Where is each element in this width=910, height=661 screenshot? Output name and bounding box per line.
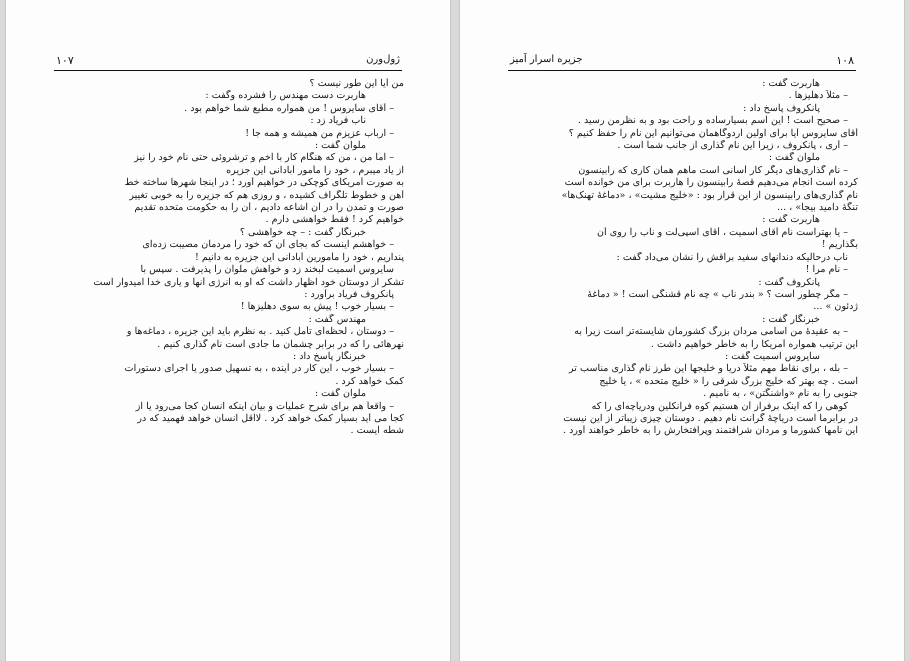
text-line: – بله ، برای نقاط مهم مثلاً دریا و خلیجها این طرز نام گذاری مناسب تر	[569, 363, 848, 375]
text-line: از یاد میبرم ، خود را مأمور آبادانی این جزیره	[226, 164, 404, 176]
text-line: بگذاریم !	[821, 239, 858, 251]
text-line: – صحیح است ! این اسم بسیارساده و راحت بود و به نظرمن رسید .	[577, 115, 848, 127]
text-line: نهرهائی را که در برابر چشمان ما جادی است نام گذاری کنیم .	[157, 338, 404, 350]
text-line: – واقعاً هم برای شرح عملیات و بیان اینکه انسان کجا می‌رود یا از	[135, 400, 394, 412]
text-line: – نام مرا !	[805, 264, 848, 276]
text-line: سایروس اسمیت لبخند زد و خواهش ملوان را پذیرفت . سپس با	[140, 264, 394, 276]
page-number: ۱۰۸	[836, 54, 854, 67]
text-line: – خواهشم اینست که بجای آن که خود را مردمان مصیبت زده‌ای	[142, 239, 394, 251]
text-line: ناب درحالیکه دندانهای سفید براقش را نشان می‌داد گفت :	[616, 251, 848, 263]
text-line: خواهیم کرد ! فقط خواهشی دارم .	[265, 214, 404, 226]
text-line: آهن و خطوط تلگراف کشیده ، و روزی هم که جزیره را به خوبی تغییر	[129, 189, 404, 201]
text-line: خبرنگار گفت :	[762, 313, 820, 325]
left-page-body	[50, 78, 404, 651]
text-line: پانکروف فریاد برآورد :	[304, 288, 394, 300]
text-line: تشکر از دوستان خود اظهار داشت که او به انرژی آنها و یاری خدا امیدوار است	[93, 276, 404, 288]
text-line: پنداریم ، خود را مأمورین آبادانی این جزیره به دانیم !	[194, 251, 404, 263]
right-page	[460, 0, 904, 661]
text-line: به صورت آمریکای کوچکی در خواهیم آورد ؛ در اینجا شهرها ساخته خط	[124, 177, 404, 189]
left-page	[6, 0, 450, 661]
page-number: ۱۰۷	[56, 54, 74, 67]
text-line: ملوان گفت :	[314, 388, 366, 400]
text-line: – ارباب عزیزم من همیشه و همه جا !	[245, 127, 394, 139]
text-line: – اما من ، من که هنگام کار با اخم و ترشروئی حتی نام خود را نیز	[134, 152, 394, 164]
text-line: هاربرت گفت :	[762, 78, 820, 89]
text-line: ناب فریاد زد :	[310, 115, 366, 127]
text-line: – به عقیدهٔ من اسامی مردان بزرگ کشورمان شایسته‌تر است زیرا به	[574, 326, 848, 338]
text-line: پانکروف گفت :	[758, 276, 820, 288]
text-line: تنگهٔ دامید بیجا» ، ...	[776, 202, 858, 214]
right-page-header	[508, 48, 856, 71]
running-title: جزیره اسرار آمیز	[510, 54, 583, 65]
text-line: ملوان گفت :	[314, 140, 366, 152]
text-line: خبرنگار پاسخ داد :	[292, 350, 366, 362]
text-line: سایروس اسمیت گفت :	[724, 350, 820, 362]
text-line: – آری ، پانکروف ، زیرا این نام گذاری از جانب شما است .	[617, 140, 848, 152]
text-line: کرده است انجام می‌دهیم قصهٔ رابینسون را هاربرت برای من خوانده است	[564, 177, 858, 189]
text-line: نام گذاری‌های رابینسون از این قرار بود : «خلیج مشیت» ، «دماغهٔ تهنک‌ها»	[561, 189, 858, 201]
text-line: – بسیار خوب ، این کار در آینده ، به تسهیل صدور یا اجرای دستورات	[124, 363, 394, 375]
text-line: – یا بهتراست نام آقای اسمیت ، آقای اسپی‌لت و ناب را روی آن	[597, 226, 848, 238]
left-page-header	[54, 48, 402, 71]
text-line: خبرنگار گفت : – چه خواهشی ؟	[239, 226, 366, 238]
text-line: کمک خواهد کرد .	[335, 375, 404, 387]
text-line: – آقای سایروس ! من همواره مطیع شما خواهم بود .	[184, 102, 394, 114]
text-line: پانکروف پاسخ داد :	[743, 102, 820, 114]
text-line: – دوستان ، لحظه‌ای تأمل کنید . به نظرم باید این جزیره ، دماغه‌ها و	[126, 326, 394, 338]
text-line: جنوبی را به نام «واشنگتن» ، به نامیم .	[703, 388, 858, 400]
text-line: من آیا این طور نیست ؟	[309, 78, 404, 89]
text-line: مهندس گفت :	[308, 313, 366, 325]
text-line: ژدئون » ...	[813, 301, 858, 313]
text-line: – نام گذاری‌های دیگر کار آسانی است ماهم همان کاری که رابینسون	[578, 164, 848, 176]
text-line: این ترتیب همواره آمریکا را به خاطر خواهیم داشت .	[650, 338, 858, 350]
text-line: این نامها کشورما و مردان شرافتمند وپرافتخارش را به خاطر خواهند آورد .	[563, 425, 858, 437]
text-line: در برابرما است دریاچهٔ گرانت نام دهیم . دوستان چیزی زیباتر از این نیست	[563, 412, 858, 424]
text-line: – بسیار خوب ! پیش به سوی دهلیزها !	[240, 301, 394, 313]
text-line: ملوان گفت :	[768, 152, 820, 164]
text-line: کجا می آید بسیار کمک خواهد کرد . لااقل انسان خواهد فهمید که در	[137, 412, 404, 424]
text-line: آقای سایروس آیا برای اولین اردوگاهمان می‌توانیم این نام را حفظ کنیم ؟	[568, 127, 858, 139]
text-line: کوهی را که اینک برفراز آن هستیم کوه فرانکلین ودریاچه‌ای را که	[591, 400, 848, 412]
text-line: – مثلاً دهلیزها .	[788, 90, 848, 102]
right-page-body	[504, 78, 858, 651]
text-line: است . چه بهتر که خلیج بزرگ شرقی را « خلیج متحده » ، یا خلیج	[599, 375, 858, 387]
text-line: هاربرت گفت :	[762, 214, 820, 226]
text-line: صورت و تمدن را در آن اشاعه دادیم ، آن را به حکومت متحده تقدیم	[134, 202, 404, 214]
text-line: هاربرت دست مهندس را فشرده وگفت :	[205, 90, 366, 102]
text-line: – مگر چطور است ؟ « بندر ناب » چه نام قشنگی است ! « دماغهٔ	[587, 288, 848, 300]
text-line: شطه ایست .	[350, 425, 404, 437]
running-title: ژول‌ورن	[366, 54, 400, 65]
